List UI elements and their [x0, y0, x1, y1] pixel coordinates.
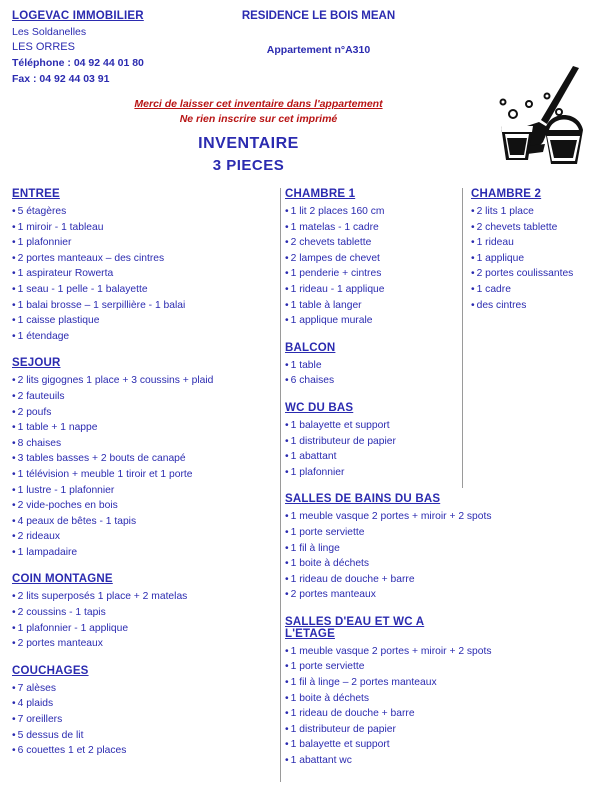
list-item: • 1 plafonnier - 1 applique [12, 621, 274, 637]
section-item-list [285, 418, 458, 480]
list-item: • 2 portes coulissantes [471, 266, 597, 282]
section-item-list [12, 681, 274, 759]
section-item-list [471, 204, 597, 313]
list-item: • 1 table + 1 nappe [12, 420, 274, 436]
inventory-columns [10, 188, 597, 782]
list-item: • 2 poufs [12, 405, 274, 421]
list-item: • 2 vide-poches en bois [12, 498, 274, 514]
list-item: • 1 matelas - 1 cadre [285, 220, 458, 236]
section-title: SALLES D'EAU ET WC A L'ETAGE [285, 615, 425, 640]
section-entree [12, 188, 274, 344]
list-item: • 2 coussins - 1 tapis [12, 605, 274, 621]
list-item: • 1 balai brosse – 1 serpillière - 1 balai [12, 298, 274, 314]
list-item: • 2 lits gigognes 1 place + 3 coussins + plaid [12, 373, 274, 389]
section-salles-de-bains-du-bas [285, 493, 492, 603]
section-title: COIN MONTAGNE [12, 573, 113, 586]
list-item: • 1 seau - 1 pelle - 1 balayette [12, 282, 274, 298]
section-title: CHAMBRE 1 [285, 188, 356, 200]
list-item: • 1 distributeur de papier [285, 434, 458, 450]
list-item: • 1 lustre - 1 plafonnier [12, 483, 274, 499]
list-item: • 1 miroir - 1 tableau [12, 220, 274, 236]
notice-keep-inventory: Merci de laisser cet inventaire dans l'appartement [134, 98, 383, 110]
list-item: • 5 dessus de lit [12, 728, 274, 744]
agency-address-line2: LES ORRES [12, 41, 75, 53]
list-item: • 2 chevets tablette [471, 220, 597, 236]
list-item: • 1 applique [471, 251, 597, 267]
list-item: • 1 étendage [12, 329, 274, 345]
apartment-number: Appartement n°A310 [266, 44, 371, 56]
section-title: COUCHAGES [12, 664, 89, 677]
list-item: • 1 plafonnier [12, 235, 274, 251]
section-salles-eau-wc-etage [285, 615, 492, 769]
list-item: • 3 tables basses + 2 bouts de canapé [12, 451, 274, 467]
list-item: • 2 rideaux [12, 529, 274, 545]
list-item: • 1 fil à linge [285, 541, 458, 557]
list-item: • 4 plaids [12, 696, 274, 712]
section-item-list [285, 644, 492, 769]
list-item: • 1 plafonnier [285, 465, 458, 481]
list-item: • 1 abattant [285, 449, 458, 465]
list-item: • 1 meuble vasque 2 portes + miroir + 2 spots [285, 509, 458, 525]
list-item: • 2 lits superposés 1 place + 2 matelas [12, 589, 274, 605]
notice-do-not-write: Ne rien inscrire sur cet imprimé [179, 113, 338, 125]
section-coin-montagne [12, 573, 274, 651]
list-item: • 1 balayette et support [285, 737, 458, 753]
list-item: • 1 meuble vasque 2 portes + miroir + 2 spots [285, 644, 458, 660]
section-title: WC DU BAS [285, 401, 354, 414]
list-item: • 2 lampes de chevet [285, 251, 458, 267]
agency-fax: Fax : 04 92 44 03 91 [12, 73, 110, 85]
section-chambre-2 [471, 188, 597, 313]
section-item-list [12, 589, 274, 651]
residence-name: RESIDENCE LE BOIS MEAN [241, 10, 396, 22]
list-item: • 1 applique murale [285, 313, 458, 329]
section-chambre-1 [285, 188, 458, 329]
section-title: SALLES DE BAINS DU BAS [285, 493, 441, 506]
agency-name: LOGEVAC IMMOBILIER [12, 10, 144, 22]
section-title: CHAMBRE 2 [470, 188, 542, 200]
list-item: • 1 distributeur de papier [285, 722, 458, 738]
agency-phone: Téléphone : 04 92 44 01 80 [12, 57, 144, 69]
section-couchages [12, 665, 274, 759]
list-item: • 1 table à langer [285, 298, 458, 314]
list-item: • 1 télévision + meuble 1 tiroir et 1 porte [12, 467, 274, 483]
list-item: • 1 rideau de douche + barre [285, 706, 458, 722]
list-item: • 1 aspirateur Rowerta [12, 266, 274, 282]
list-item: • 1 caisse plastique [12, 313, 274, 329]
list-item: • 1 boite à déchets [285, 691, 458, 707]
section-sejour [12, 357, 274, 560]
list-item: • 1 rideau - 1 applique [285, 282, 458, 298]
list-item: • 4 peaux de bêtes - 1 tapis [12, 514, 274, 530]
list-item: • 6 couettes 1 et 2 places [12, 743, 274, 759]
page-subtitle: 3 PIECES [212, 157, 285, 174]
list-item: • 1 balayette et support [285, 418, 458, 434]
section-item-list [285, 204, 458, 329]
list-item: • 2 lits 1 place [471, 204, 597, 220]
list-item: • 2 chevets tablette [285, 235, 458, 251]
section-title: BALCON [285, 341, 336, 354]
list-item: • 1 rideau de douche + barre [285, 572, 458, 588]
list-item: • des cintres [471, 298, 597, 314]
list-item: • 1 rideau [471, 235, 597, 251]
section-title: SEJOUR [12, 357, 61, 370]
list-item: • 1 abattant wc [285, 753, 458, 769]
list-item: • 1 boite à déchets [285, 556, 458, 572]
column-right [462, 188, 597, 488]
section-balcon [285, 342, 458, 389]
list-item: • 1 table [285, 358, 458, 374]
list-item: • 1 penderie + cintres [285, 266, 458, 282]
list-item: • 6 chaises [285, 373, 458, 389]
list-item: • 1 lampadaire [12, 545, 274, 561]
list-item: • 1 fil à linge – 2 portes manteaux [285, 675, 458, 691]
list-item: • 5 étagères [12, 204, 274, 220]
list-item: • 1 lit 2 places 160 cm [285, 204, 458, 220]
list-item: • 1 porte serviette [285, 659, 458, 675]
list-item: • 8 chaises [12, 436, 274, 452]
column-left [10, 188, 280, 772]
section-title: ENTREE [12, 188, 60, 200]
list-item: • 7 alèses [12, 681, 274, 697]
list-item: • 1 porte serviette [285, 525, 458, 541]
section-item-list [285, 358, 458, 389]
column-middle [280, 188, 492, 782]
list-item: • 2 fauteuils [12, 389, 274, 405]
list-item: • 2 portes manteaux – des cintres [12, 251, 274, 267]
list-item: • 1 cadre [471, 282, 597, 298]
page-title: INVENTAIRE [198, 135, 299, 152]
list-item: • 2 portes manteaux [12, 636, 274, 652]
section-item-list [285, 509, 492, 603]
cleaning-bucket-broom-icon [487, 60, 597, 170]
section-item-list [12, 204, 274, 344]
agency-address-line1: Les Soldanelles [12, 26, 87, 38]
list-item: • 2 portes manteaux [285, 587, 458, 603]
list-item: • 7 oreillers [12, 712, 274, 728]
section-wc-du-bas [285, 402, 458, 480]
section-item-list [12, 373, 274, 560]
